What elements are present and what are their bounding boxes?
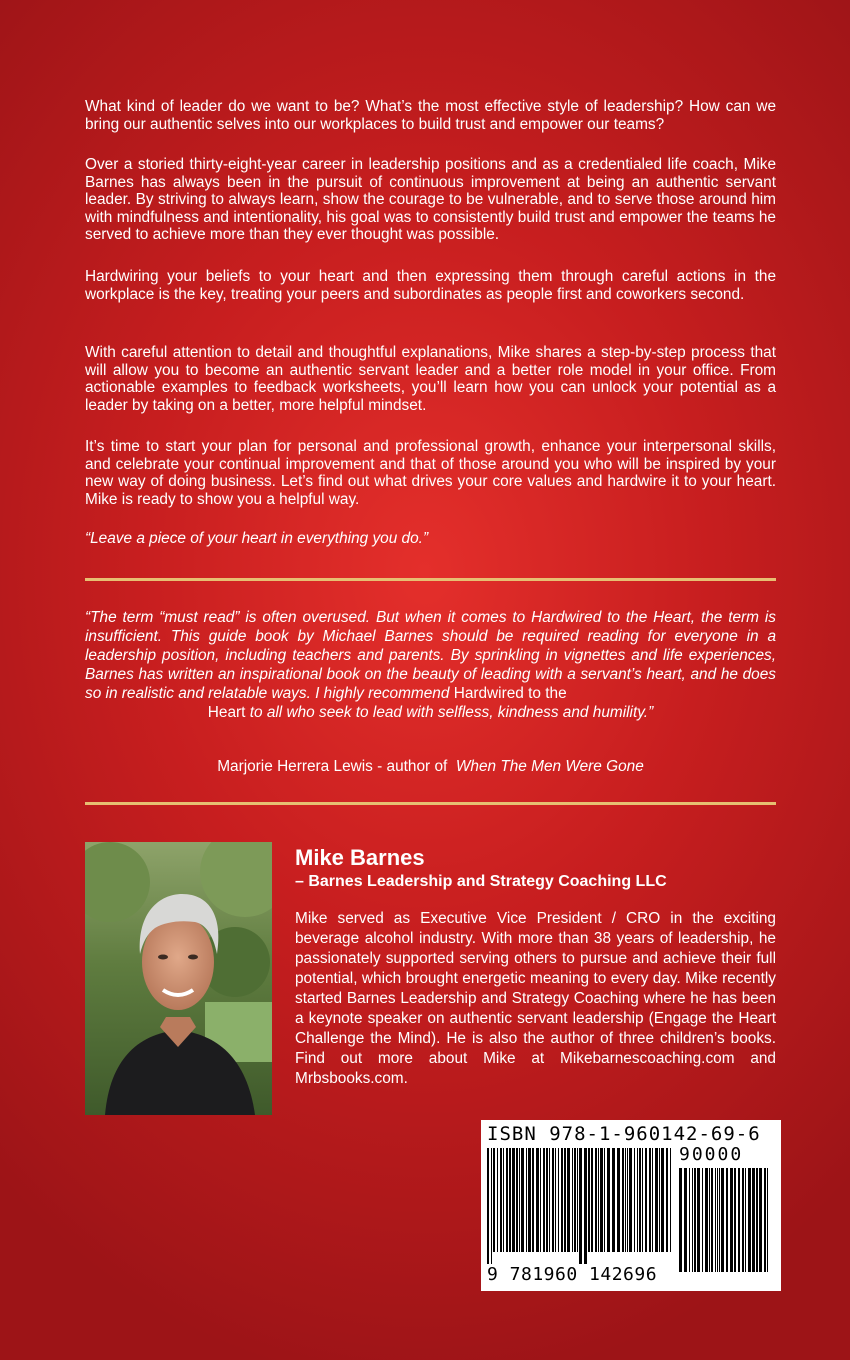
divider-bottom [85, 802, 776, 805]
barcode-bar [622, 1148, 624, 1252]
barcode-bar [659, 1148, 660, 1252]
barcode-bar [516, 1148, 518, 1252]
barcode-bar [694, 1168, 696, 1272]
barcode-bar [497, 1148, 498, 1252]
attribution-book-title: When The Men Were Gone [455, 758, 644, 775]
price-addon-bars [679, 1168, 771, 1284]
barcode-bar [532, 1148, 534, 1252]
barcode-bar [634, 1148, 635, 1252]
barcode-bar [612, 1148, 615, 1252]
barcode-bar [692, 1168, 693, 1272]
blurb-paragraph-5: It’s time to start your plan for personal and professional growth, enhance your interpersonal skills, and celebrate your continual improvement and that of those around you who will be inspired by your new way of doing business. Let’s find out what drives your core values and hardwire it to your heart. Mike is ready to show you a helpful way. [85, 438, 776, 508]
barcode-bar [584, 1148, 587, 1264]
barcode-bar [543, 1148, 545, 1252]
review-text-part2: to all who seek to lead with selfless, kindness and humility.” [249, 704, 654, 721]
barcode-bar [721, 1168, 724, 1272]
barcode-bar [546, 1148, 548, 1252]
barcode-bar [503, 1148, 504, 1252]
barcode-bar [752, 1168, 755, 1272]
barcode-bar [572, 1148, 573, 1252]
barcode-bar [759, 1168, 762, 1272]
barcode-bar [655, 1148, 658, 1252]
review-book-title-a: Hardwired to the [453, 685, 567, 702]
blurb-paragraph-2: Over a storied thirty-eight-year career in leadership positions and as a credentialed life coach, Mike Barnes has always been in the pursuit of continuous improvement at being an authentic servant leader. By striving to always learn, show the courage to be vulnerable, and to serve those around him with mindfulness and intentionality, his goal was to consistently build trust and empower the teams he served to achieve more than they ever thought was possible. [85, 156, 776, 243]
barcode-bar [689, 1168, 690, 1272]
barcode-bar [591, 1148, 593, 1252]
barcode-bar [555, 1148, 556, 1252]
barcode-bar [705, 1168, 708, 1272]
barcode-bar [629, 1148, 632, 1252]
barcode-bar [540, 1148, 541, 1252]
barcode-bar [528, 1148, 531, 1252]
barcode-bar [519, 1148, 520, 1252]
author-bio: Mike served as Executive Vice President / CRO in the exciting beverage alcohol industry. With more than 38 years of leadership, he passionately supported serving others to pursue and achieve their full potential, which brought energetic meaning to every day. Mike recently started Barnes Leadership and Strategy Coaching where he has been a keynote speaker on authentic servant leadership (Engage the Heart Challenge the Mind). He is also the author of three children’s books. Find out more about Mike at Mikebarnescoaching.com and Mrbsbooks.com. [295, 910, 776, 1087]
review-attribution [85, 758, 776, 776]
barcode-bar [756, 1168, 758, 1272]
barcode-bar [536, 1148, 539, 1252]
barcode-bar [738, 1168, 740, 1272]
barcode-bar [670, 1148, 671, 1252]
barcode-bar [579, 1148, 582, 1264]
barcode-bar [512, 1148, 515, 1252]
barcode-bar [598, 1148, 599, 1252]
barcode-bar [652, 1148, 653, 1252]
author-photo [85, 842, 272, 1115]
barcode-bar [719, 1168, 720, 1272]
barcode-bar [639, 1148, 641, 1252]
barcode-bar [627, 1148, 628, 1252]
barcode-bar [574, 1148, 576, 1252]
review-book-title-b: Heart [207, 704, 246, 721]
barcode-bar [552, 1148, 554, 1252]
barcode-bar [625, 1148, 626, 1252]
review-text-part1: “The term “must read” is often overused. But when it comes to Hardwired to the Heart, the term is insufficient. This guide book by Michael Barnes should be required reading for everyone in a leadership position, including teachers and parents. By sprinkling in vignettes and life experiences, Barnes has written an inspirational book on the beauty of leading with a servant’s heart, and he does so in realistic and relatable ways. I highly recommend [85, 609, 776, 702]
author-company: – Barnes Leadership and Strategy Coaching LLC [295, 873, 667, 890]
barcode-bar [717, 1168, 718, 1272]
barcode-bars [487, 1148, 673, 1264]
barcode-bar [649, 1148, 651, 1252]
barcode-bar [561, 1148, 563, 1252]
barcode-bar [684, 1168, 687, 1272]
barcode-bar [617, 1148, 620, 1252]
barcode-bar [645, 1148, 647, 1252]
barcode-bar [595, 1148, 597, 1252]
barcode-bar [526, 1148, 527, 1252]
blurb-paragraph-3: Hardwiring your beliefs to your heart and then expressing them through careful actions in the workplace is the key, treating your peers and subordinates as people first and coworkers second. [85, 268, 776, 303]
barcode-bar [666, 1148, 668, 1252]
barcode-bar [558, 1148, 559, 1252]
barcode-bar [564, 1148, 566, 1252]
author-name: Mike Barnes [295, 845, 425, 870]
barcode-bar [745, 1168, 746, 1272]
barcode-bar [711, 1168, 713, 1272]
barcode-bar [491, 1148, 492, 1264]
barcode-bar [661, 1148, 664, 1252]
barcode-bar [697, 1168, 700, 1272]
review-quote [85, 608, 776, 722]
barcode-bar [748, 1168, 751, 1272]
barcode-digits: 9 781960 142696 [487, 1264, 658, 1285]
barcode-bar [577, 1148, 578, 1252]
isbn-text: ISBN 978-1-960142-69-6 [487, 1123, 761, 1145]
barcode-bar [730, 1168, 733, 1272]
barcode-bar [742, 1168, 744, 1272]
isbn-barcode [481, 1120, 781, 1291]
barcode-bar [588, 1148, 590, 1252]
barcode-bar [549, 1148, 550, 1252]
barcode-bar [500, 1148, 502, 1252]
barcode-bar [726, 1168, 728, 1272]
price-addon-digits: 90000 [679, 1144, 744, 1165]
barcode-bar [509, 1148, 511, 1252]
barcode-bar [521, 1148, 524, 1252]
barcode-bar [702, 1168, 703, 1272]
barcode-bar [709, 1168, 710, 1272]
barcode-bar [679, 1168, 682, 1272]
barcode-bar [487, 1148, 489, 1264]
barcode-bar [600, 1148, 603, 1252]
barcode-bar [764, 1168, 766, 1272]
barcode-bar [637, 1148, 638, 1252]
barcode-bar [715, 1168, 716, 1272]
barcode-bar [567, 1148, 570, 1252]
barcode-bar [604, 1148, 605, 1252]
divider-top [85, 578, 776, 581]
signature-quote: “Leave a piece of your heart in everything you do.” [85, 530, 429, 547]
blurb-paragraph-1: What kind of leader do we want to be? What’s the most effective style of leadership? How can we bring our authentic selves into our workplaces to build trust and empower our teams? [85, 98, 776, 133]
blurb-paragraph-4: With careful attention to detail and thoughtful explanations, Mike shares a step-by-step process that will allow you to become an authentic servant leader and a better role model in your office. From actionable examples to feedback worksheets, you’ll learn how you can unlock your potential as a leader by taking on a better, more helpful mindset. [85, 344, 776, 414]
barcode-bar [642, 1148, 643, 1252]
attribution-author: Marjorie Herrera Lewis - author of [217, 758, 448, 775]
barcode-bar [734, 1168, 736, 1272]
barcode-bar [506, 1148, 508, 1252]
barcode-bar [607, 1148, 610, 1252]
barcode-bar [493, 1148, 495, 1252]
barcode-bar [767, 1168, 768, 1272]
